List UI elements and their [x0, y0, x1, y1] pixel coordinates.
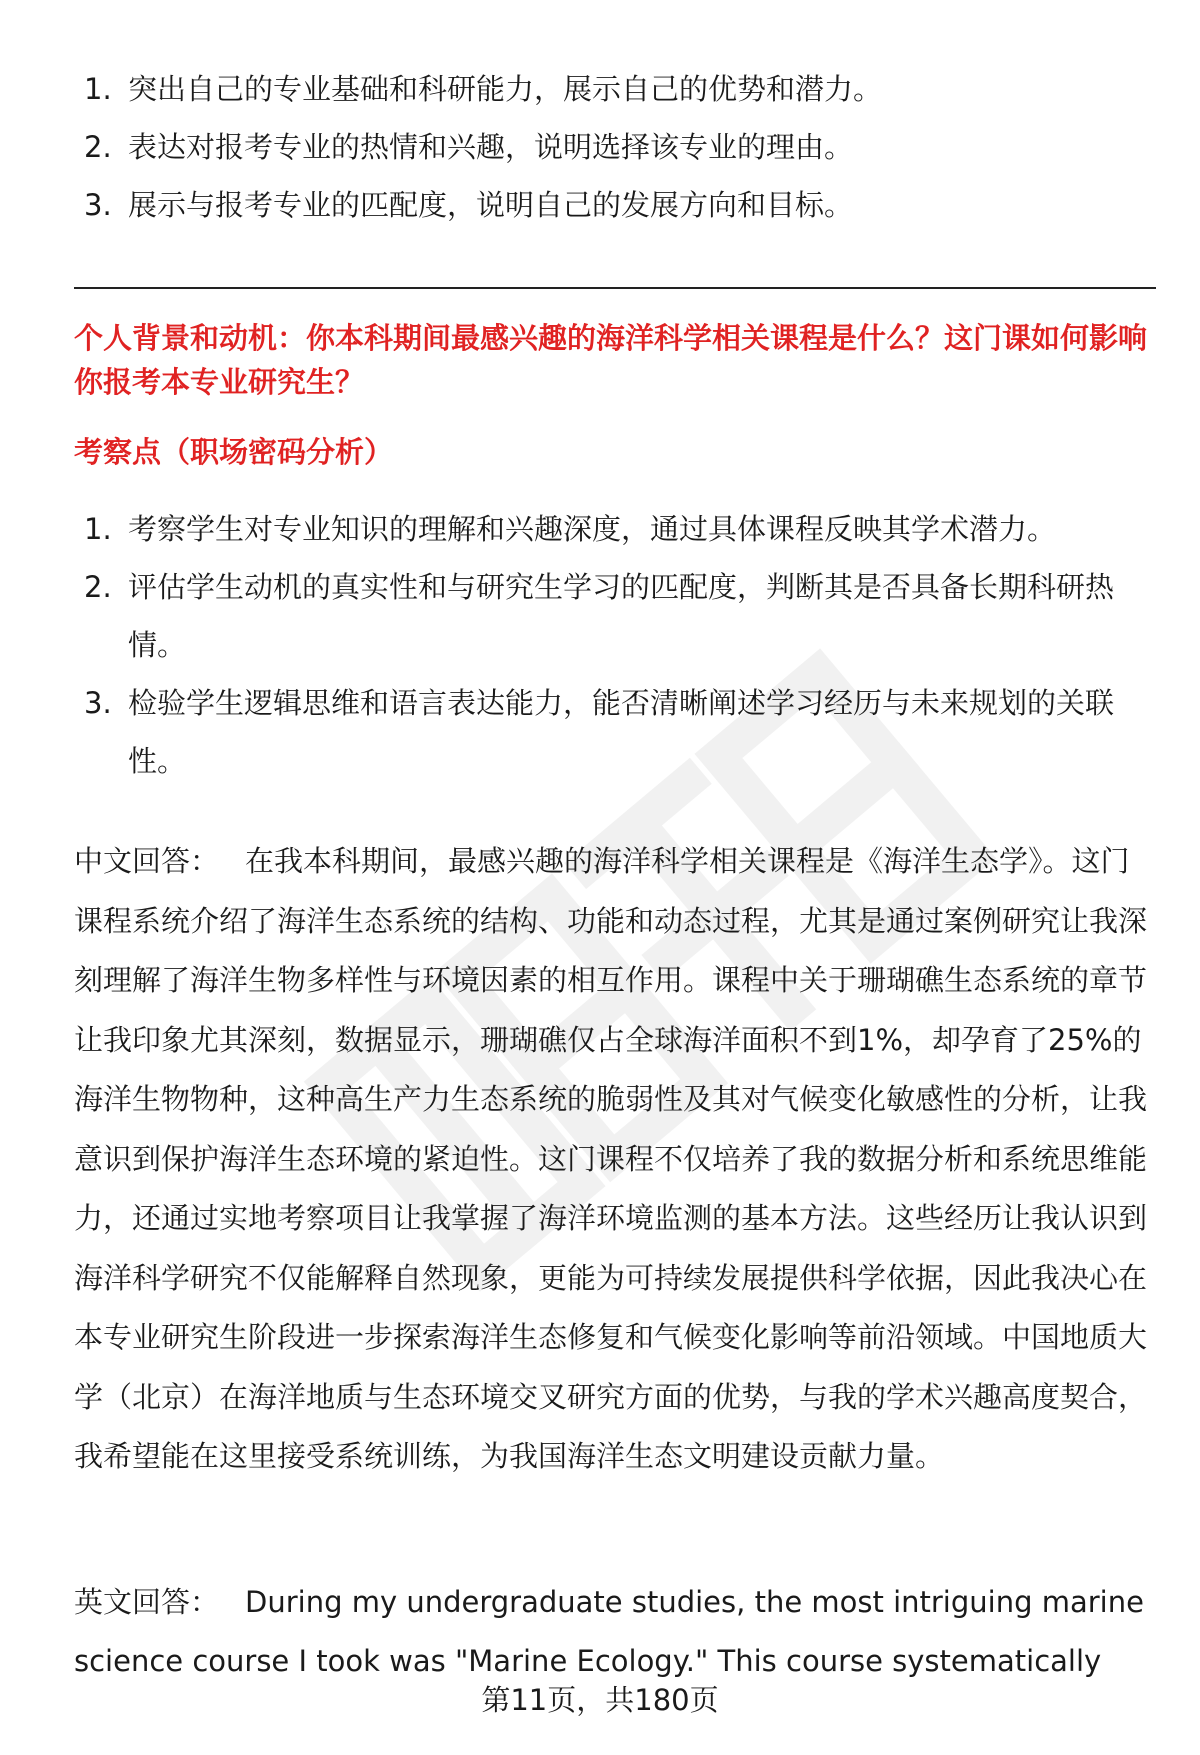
section-divider — [74, 287, 1156, 289]
english-answer-label: 英文回答： — [74, 1585, 220, 1619]
list-item-number: 1. — [84, 72, 112, 106]
list-item — [84, 674, 1144, 790]
chinese-answer — [74, 832, 1156, 1487]
focus-heading: 考察点（职场密码分析） — [74, 435, 394, 469]
list-item — [84, 500, 1144, 558]
list-item-text: 评估学生动机的真实性和与研究生学习的匹配度，判断其是否具备长期科研热情。 — [128, 570, 1115, 662]
list-item-number: 2. — [84, 130, 112, 164]
list-item-number: 3. — [84, 686, 112, 720]
list-item — [84, 176, 1144, 234]
list-item-number: 1. — [84, 512, 112, 546]
chinese-answer-label: 中文回答： — [74, 844, 220, 878]
page-footer: 第11页，共180页 — [481, 1683, 719, 1717]
english-answer — [74, 1573, 1156, 1691]
requirements-list — [84, 60, 1144, 234]
focus-points-list — [84, 500, 1144, 790]
list-item-text: 表达对报考专业的热情和兴趣，说明选择该专业的理由。 — [128, 130, 854, 164]
list-item — [84, 60, 1144, 118]
interview-question: 个人背景和动机：你本科期间最感兴趣的海洋科学相关课程是什么？这门课如何影响你报考本专业研究生？ — [74, 321, 1148, 399]
chinese-answer-text: 在我本科期间，最感兴趣的海洋科学相关课程是《海洋生态学》。这门课程系统介绍了海洋生态系统的结构、功能和动态过程，尤其是通过案例研究让我深刻理解了海洋生物多样性与环境因素的相互作用。课程中关于珊瑚礁生态系统的章节让我印象尤其深刻，数据显示，珊瑚礁仅占全球海洋面积不到1%，却孕育了25%的海洋生物物种，这种高生产力生态系统的脆弱性及其对气候变化敏感性的分析，让我意识到保护海洋生态环境的紧迫性。这门课程不仅培养了我的数据分析和系统思维能力，还通过实地考察项目让我掌握了海洋环境监测的基本方法。这些经历让我认识到海洋科学研究不仅能解释自然现象，更能为可持续发展提供科学依据，因此我决心在本专业研究生阶段进一步探索海洋生态修复和气候变化影响等前沿领域。中国地质大学（北京）在海洋地质与生态环境交叉研究方面的优势，与我的学术兴趣高度契合，我希望能在这里接受系统训练，为我国海洋生态文明建设贡献力量。 — [74, 844, 1148, 1473]
list-item-number: 3. — [84, 188, 112, 222]
list-item-number: 2. — [84, 570, 112, 604]
list-item-text: 突出自己的专业基础和科研能力，展示自己的优势和潜力。 — [128, 72, 883, 106]
list-item-text: 检验学生逻辑思维和语言表达能力，能否清晰阐述学习经历与未来规划的关联性。 — [128, 686, 1115, 778]
list-item — [84, 558, 1144, 674]
english-answer-text: During my undergraduate studies, the most intriguing marine science course I took was "Marine Ecology." This course systematically — [74, 1585, 1144, 1678]
list-item-text: 考察学生对专业知识的理解和兴趣深度，通过具体课程反映其学术潜力。 — [128, 512, 1057, 546]
list-item — [84, 118, 1144, 176]
list-item-text: 展示与报考专业的匹配度，说明自己的发展方向和目标。 — [128, 188, 854, 222]
